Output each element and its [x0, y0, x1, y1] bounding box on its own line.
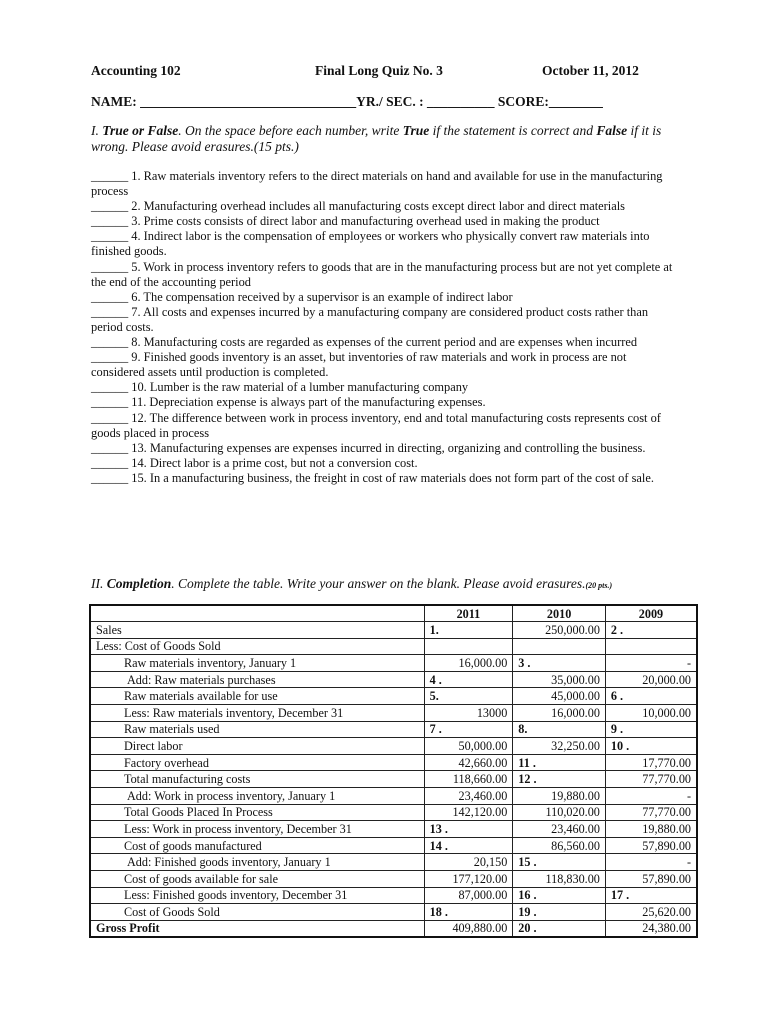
row-label: Cost of goods manufactured — [90, 837, 424, 854]
cell-2009: 24,380.00 — [605, 920, 697, 937]
table-row — [90, 738, 697, 755]
cell-2011: 7 . — [424, 721, 513, 738]
quiz-date: October 11, 2012 — [542, 63, 639, 78]
year-2011: 2011 — [424, 605, 513, 622]
cell-2011: 13 . — [424, 821, 513, 838]
cell-2009: 10 . — [605, 738, 697, 755]
row-label: Less: Raw materials inventory, December 31 — [90, 704, 424, 721]
row-label: Add: Raw materials purchases — [90, 671, 424, 688]
true-false-item: ______ 10. Lumber is the raw material of a lumber manufacturing company — [91, 380, 469, 395]
true-false-item: ______ 12. The difference between work in process inventory, end and total manufacturing costs represents cost of goods placed in process — [91, 410, 661, 440]
cell-2009 — [605, 638, 697, 655]
cell-2010: 118,830.00 — [513, 870, 606, 887]
row-label: Less: Cost of Goods Sold — [90, 638, 424, 655]
cell-2009: - — [605, 787, 697, 804]
row-label: Add: Work in process inventory, January 1 — [90, 787, 424, 804]
quiz-header — [91, 63, 691, 81]
cell-2011: 13000 — [424, 704, 513, 721]
true-false-item: ______ 1. Raw materials inventory refers to the direct materials on hand and available for use in the manufacturing process — [91, 169, 663, 199]
table-row — [90, 622, 697, 639]
table-row — [90, 638, 697, 655]
section-title: True or False — [102, 123, 179, 138]
table-row — [90, 655, 697, 672]
cell-2009: 9 . — [605, 721, 697, 738]
cell-2011: 16,000.00 — [424, 655, 513, 672]
table-row — [90, 920, 697, 937]
true-false-item: ______ 9. Finished goods inventory is an asset, but inventories of raw materials and work in process are not considered assets until production is completed. — [91, 350, 627, 380]
row-label: Sales — [90, 622, 424, 639]
cell-2010: 32,250.00 — [513, 738, 606, 755]
cell-2011: 23,460.00 — [424, 787, 513, 804]
row-label: Raw materials available for use — [90, 688, 424, 705]
cell-2009: 6 . — [605, 688, 697, 705]
true-false-item: ______ 7. All costs and expenses incurred by a manufacturing company are considered product costs rather than period costs. — [91, 304, 649, 334]
cell-2009: 10,000.00 — [605, 704, 697, 721]
cell-2010: 8. — [513, 721, 606, 738]
table-row — [90, 704, 697, 721]
false-word: False — [596, 123, 628, 138]
year-2010: 2010 — [513, 605, 606, 622]
true-false-item: ______ 13. Manufacturing expenses are expenses incurred in directing, organizing and controlling the business. — [91, 440, 646, 455]
true-false-item: ______ 2. Manufacturing overhead includes all manufacturing costs except direct labor and direct materials — [91, 199, 625, 214]
cell-2009: 19,880.00 — [605, 821, 697, 838]
instruction-text: if the statement is correct and — [429, 123, 597, 138]
row-label: Cost of goods available for sale — [90, 870, 424, 887]
cell-2009: 17,770.00 — [605, 754, 697, 771]
cell-2010: 11 . — [513, 754, 606, 771]
instruction-text: if it is wrong. Please avoid erasures.(15 pts.) — [91, 123, 662, 154]
row-label: Less: Finished goods inventory, December 31 — [90, 887, 424, 904]
row-label: Total manufacturing costs — [90, 771, 424, 788]
cell-2009: 20,000.00 — [605, 671, 697, 688]
cell-2010: 250,000.00 — [513, 622, 606, 639]
cell-2009: 77,770.00 — [605, 771, 697, 788]
cell-2010: 16,000.00 — [513, 704, 606, 721]
true-false-item: ______ 3. Prime costs consists of direct labor and manufacturing overhead used in making the product — [91, 214, 600, 229]
table-row — [90, 688, 697, 705]
table-row — [90, 854, 697, 871]
cell-2010: 3 . — [513, 655, 606, 672]
cell-2010: 35,000.00 — [513, 671, 606, 688]
cell-2010: 110,020.00 — [513, 804, 606, 821]
row-label: Add: Finished goods inventory, January 1 — [90, 854, 424, 871]
table-row — [90, 821, 697, 838]
section-1-instructions — [91, 123, 676, 154]
cell-2009: 17 . — [605, 887, 697, 904]
cell-2011: 4 . — [424, 671, 513, 688]
true-false-item: ______ 6. The compensation received by a supervisor is an example of indirect labor — [91, 289, 513, 304]
table-row — [90, 804, 697, 821]
true-false-item: ______ 8. Manufacturing costs are regarded as expenses of the current period and are expenses when incurred — [91, 335, 638, 350]
cell-2010: 15 . — [513, 854, 606, 871]
cell-2011: 118,660.00 — [424, 771, 513, 788]
cell-2011: 409,880.00 — [424, 920, 513, 937]
cell-2011: 18 . — [424, 904, 513, 921]
cell-2011: 42,660.00 — [424, 754, 513, 771]
cell-2010: 86,560.00 — [513, 837, 606, 854]
true-false-item: ______ 14. Direct labor is a prime cost, but not a conversion cost. — [91, 455, 418, 470]
cell-2009: - — [605, 854, 697, 871]
section-number: I. — [91, 123, 99, 138]
table-row — [90, 671, 697, 688]
row-label: Factory overhead — [90, 754, 424, 771]
cell-2011: 1. — [424, 622, 513, 639]
true-false-item: ______ 4. Indirect labor is the compensation of employees or workers who physically convert raw materials into finished goods. — [91, 229, 650, 259]
cell-2009: 25,620.00 — [605, 904, 697, 921]
cell-2011: 5. — [424, 688, 513, 705]
row-label: Raw materials inventory, January 1 — [90, 655, 424, 672]
true-word: True — [402, 123, 430, 138]
row-label: Direct labor — [90, 738, 424, 755]
table-header-row — [90, 605, 697, 622]
header-blank — [90, 605, 424, 622]
table-row — [90, 721, 697, 738]
year-2009: 2009 — [605, 605, 697, 622]
table-row — [90, 904, 697, 921]
cell-2009: - — [605, 655, 697, 672]
cell-2010: 12 . — [513, 771, 606, 788]
cell-2010: 16 . — [513, 887, 606, 904]
instruction-text: . Complete the table. Write your answer on the blank. Please avoid erasures. — [171, 576, 586, 591]
row-label: Cost of Goods Sold — [90, 904, 424, 921]
course-title: Accounting 102 — [91, 63, 181, 78]
student-info-line: NAME: ________________________________YR./ SEC. : __________ SCORE:________ — [91, 94, 603, 109]
section-title: Completion — [106, 576, 172, 591]
cell-2009: 57,890.00 — [605, 837, 697, 854]
cell-2011 — [424, 638, 513, 655]
cell-2010: 20 . — [513, 920, 606, 937]
cell-2011: 87,000.00 — [424, 887, 513, 904]
quiz-title: Final Long Quiz No. 3 — [315, 63, 443, 78]
cell-2010: 19 . — [513, 904, 606, 921]
table-row — [90, 870, 697, 887]
cell-2011: 20,150 — [424, 854, 513, 871]
row-label: Total Goods Placed In Process — [90, 804, 424, 821]
cost-of-goods-table — [89, 604, 698, 938]
cell-2010: 23,460.00 — [513, 821, 606, 838]
true-false-item: ______ 15. In a manufacturing business, the freight in cost of raw materials does not form part of the cost of sale. — [91, 470, 654, 485]
table-row — [90, 837, 697, 854]
cell-2011: 14 . — [424, 837, 513, 854]
true-false-item: ______ 11. Depreciation expense is always part of the manufacturing expenses. — [91, 395, 486, 410]
instruction-text: . On the space before each number, write — [178, 123, 403, 138]
section-number: II. — [91, 576, 104, 591]
row-label: Less: Work in process inventory, December 31 — [90, 821, 424, 838]
cell-2010 — [513, 638, 606, 655]
cell-2009: 57,890.00 — [605, 870, 697, 887]
section-2-instructions — [91, 576, 691, 592]
table-row — [90, 887, 697, 904]
table-row — [90, 771, 697, 788]
points-note: (20 pts.) — [585, 581, 613, 590]
row-label: Raw materials used — [90, 721, 424, 738]
true-false-item: ______ 5. Work in process inventory refers to goods that are in the manufacturing process but are not yet complete at the end of the accounting period — [91, 259, 673, 289]
table-row — [90, 787, 697, 804]
cell-2011: 142,120.00 — [424, 804, 513, 821]
table-row — [90, 754, 697, 771]
row-label: Gross Profit — [90, 920, 424, 937]
cell-2010: 45,000.00 — [513, 688, 606, 705]
cell-2009: 77,770.00 — [605, 804, 697, 821]
cell-2009: 2 . — [605, 622, 697, 639]
cell-2010: 19,880.00 — [513, 787, 606, 804]
true-false-items — [91, 169, 681, 486]
cell-2011: 50,000.00 — [424, 738, 513, 755]
cell-2011: 177,120.00 — [424, 870, 513, 887]
